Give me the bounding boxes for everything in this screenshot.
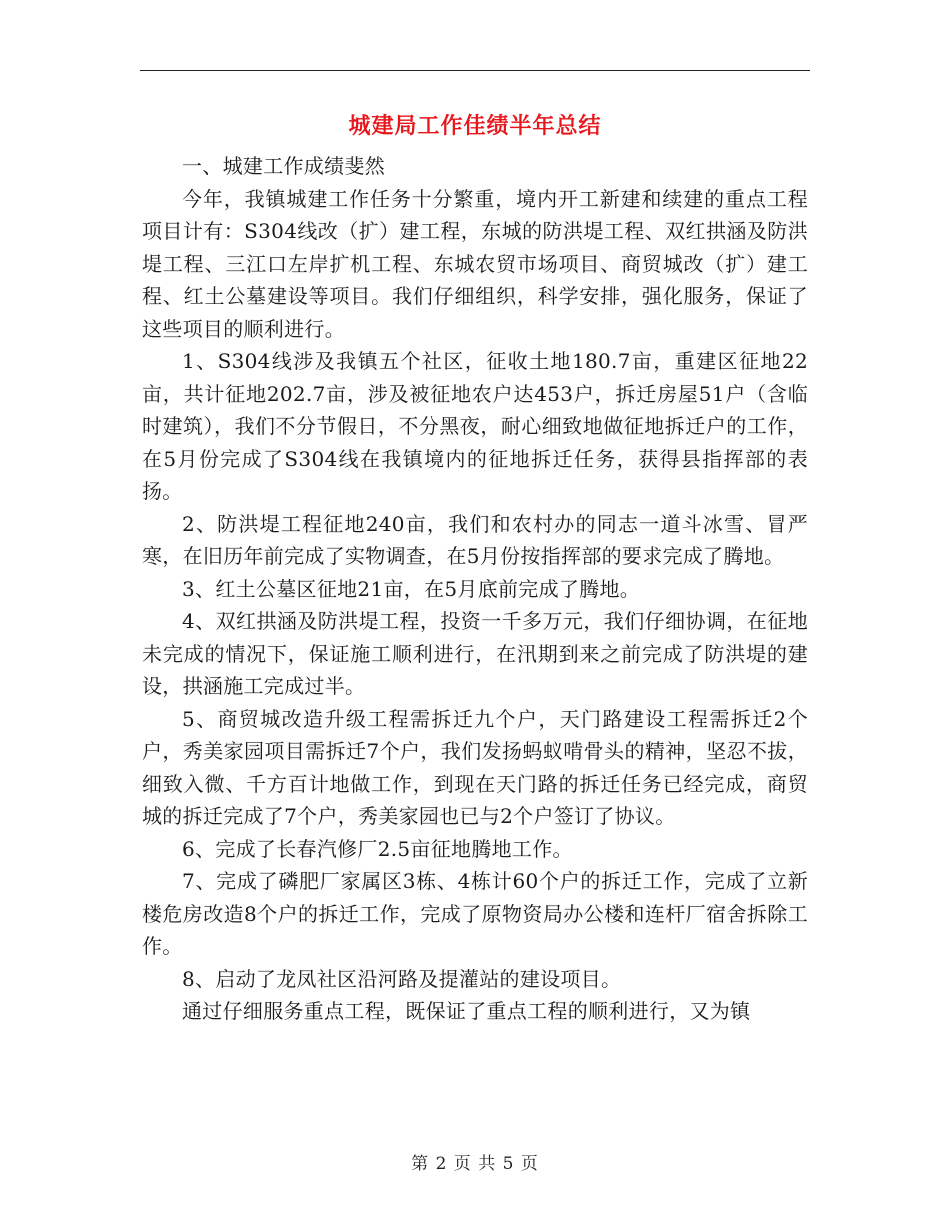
- paragraph-item-1: 1、S304线涉及我镇五个社区，征收土地180.7亩，重建区征地22亩，共计征地202.7亩，涉及被征地农户达453户，拆迁房屋51户（含临时建筑），我们不分节假日，不分黑夜，耐心细致地做征地拆迁户的工作，在5月份完成了S304线在我镇境内的征地拆迁任务，获得县指挥部的表扬。: [142, 349, 808, 503]
- paragraph-intro: 今年，我镇城建工作任务十分繁重，境内开工新建和续建的重点工程项目计有：S304线改（扩）建工程，东城的防洪堤工程、双红拱涵及防洪堤工程、三江口左岸扩机工程、东城农贸市场项目、商贸城改（扩）建工程、红土公墓建设等项目。我们仔细组织，科学安排，强化服务，保证了这些项目的顺利进行。: [142, 186, 808, 341]
- paragraph-item-7: 7、完成了磷肥厂家属区3栋、4栋计60个户的拆迁工作，完成了立新楼危房改造8个户的拆迁工作，完成了原物资局办公楼和连杆厂宿舍拆除工作。: [142, 869, 808, 958]
- paragraph-conclusion: 通过仔细服务重点工程，既保证了重点工程的顺利进行，又为镇: [182, 999, 751, 1023]
- document-title: 城建局工作佳绩半年总结: [348, 113, 602, 139]
- header-rule: [140, 70, 810, 71]
- document-body: [142, 150, 808, 1028]
- paragraph-item-6: 6、完成了长春汽修厂2.5亩征地腾地工作。: [182, 836, 573, 861]
- paragraph-item-5: 5、商贸城改造升级工程需拆迁九个户，天门路建设工程需拆迁2个户，秀美家园项目需拆迁7个户，我们发扬蚂蚁啃骨头的精神，坚忍不拔，细致入微、千方百计地做工作，到现在天门路的拆迁任务已经完成，商贸城的拆迁完成了7个户，秀美家园也已与2个户签订了协议。: [142, 706, 808, 828]
- paragraph-item-4: 4、双红拱涵及防洪堤工程，投资一千多万元，我们仔细协调，在征地未完成的情况下，保证施工顺利进行，在汛期到来之前完成了防洪堤的建设，拱涵施工完成过半。: [142, 609, 808, 698]
- paragraph-item-2: 2、防洪堤工程征地240亩，我们和农村办的同志一道斗冰雪、冒严寒，在旧历年前完成了实物调查，在5月份按指挥部的要求完成了腾地。: [142, 511, 808, 568]
- page-number-footer: 第 2 页 共 5 页: [411, 1154, 539, 1174]
- paragraph-item-8: 8、启动了龙凤社区沿河路及提灌站的建设项目。: [182, 966, 622, 991]
- section-heading: 一、城建工作成绩斐然: [182, 154, 385, 178]
- paragraph-item-3: 3、红土公墓区征地21亩，在5月底前完成了腾地。: [182, 576, 641, 601]
